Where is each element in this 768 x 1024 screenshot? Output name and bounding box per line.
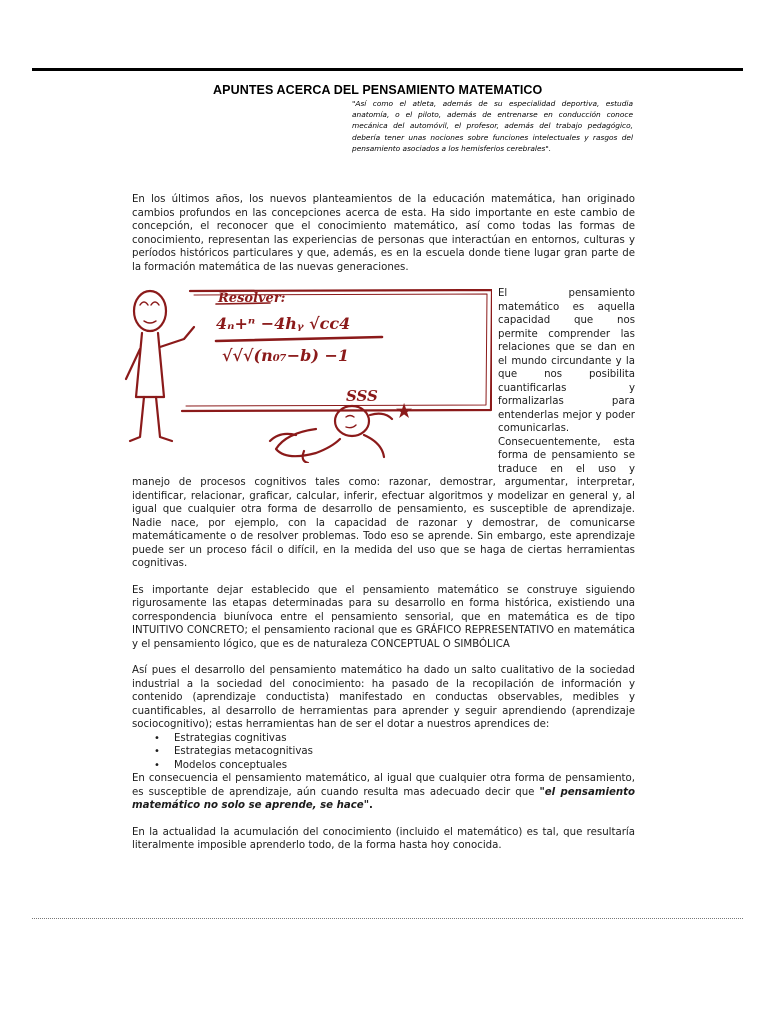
teacher-head (134, 291, 166, 331)
math-cartoon-figure (120, 289, 492, 463)
list-item (154, 759, 635, 773)
paragraph-intro: En los últimos años, los nuevos planteamientos de la educación matemática, han originado cambios profundos en las concepciones acerca de esta. Ha sido importante en este cambio de concepción, el reconocer que el conocimiento matemático, así como todas las formas de conocimiento, representan las experiencias de personas que interactúan en entornos, culturas y períodos históricos particulares y que, además, es en la escuela donde tiene lugar gran parte de la formación matemática de las nuevas generaciones. (132, 194, 635, 273)
math-cartoon-illustration (120, 289, 492, 463)
paragraph-definition (132, 287, 635, 571)
list-item-label: Estrategias cognitivas (174, 732, 287, 744)
formula-denominator: √√√(n₀₇−b) −1 (222, 346, 350, 365)
top-rule (32, 68, 743, 71)
list-item (154, 745, 635, 759)
bullet-icon: • (154, 746, 160, 757)
tool-list (154, 732, 635, 773)
page-title: APUNTES ACERCA DEL PENSAMIENTO MATEMATICO (213, 83, 543, 97)
teacher-arm (160, 327, 194, 347)
board-heading: Resolver: (218, 291, 286, 306)
bullet-icon: • (154, 732, 160, 744)
paragraph-knowledge: En la actualidad la acumulación del conocimiento (incluido el matemático) es tal, que resultaría literalmente imposible aprenderlo todo, de la forma hasta hoy conocida. (132, 826, 635, 851)
formula-numerator: 4ₙ+ⁿ −4hᵧ √cc4 (216, 314, 351, 333)
list-item-label: Estrategias metacognitivas (174, 746, 313, 757)
paragraph-definition-text: El pensamiento matemático es aquella capacidad que nos permite comprender las relaciones que se dan en el mundo circundante y la que nos posibilita cuantificarlas y formalizarlas para entenderlas mejor y poder comunicarlas. Consecuentemente, esta forma de pensamiento se traduce en el uso y manejo de procesos cognitivos tales como: razonar, demostrar, argumentar, interpretar, identificar, relacionar, graficar, calcular, inferir, efectuar algoritmos y modelizar en general y, al igual que cualquier otra forma de desarrollo de pensamiento, es susceptible de aprendizaje. Nadie nace, por ejemplo, con la capacidad de razonar y demostrar, de comunicarse matemáticamente o de resolver problemas. Todo eso se aprende. Sin embargo, este aprendizaje puede ser un proceso fácil o difícil, en la medida del uso que se haga de ciertas herramientas cognitivas. (132, 288, 635, 569)
conclusion-text: En consecuencia el pensamiento matemático, al igual que cualquier otra forma de pensamiento, es susceptible de aprendizaje, aún cuando resulta mas adecuado decir que (132, 773, 635, 798)
bottom-rule (32, 918, 743, 919)
epigraph-quote: "Así como el atleta, además de su especialidad deportiva, estudia anatomía, o el piloto, además de entrenarse en conducción conoce mecánica del automóvil, el profesor, además del trabajo pedagógico, debería tener unas nociones sobre funciones intelectuales y rasgos del pensamiento asociados a los hemisferios cerebrales". (352, 99, 633, 153)
conclusion-emphasis-bold: se hace (320, 800, 364, 811)
conclusion-emphasis: "el pensamiento matemático no solo se aprende, (132, 786, 635, 811)
teacher-body (136, 333, 164, 397)
sleep-marks: SSS (346, 387, 378, 405)
conclusion-end: ". (363, 800, 373, 811)
bullet-icon: • (154, 759, 160, 771)
document-body (132, 193, 635, 866)
list-item (154, 732, 635, 746)
paragraph-development: Así pues el desarrollo del pensamiento matemático ha dado un salto cualitativo de la sociedad industrial a la sociedad del conocimiento: ha pasado de la recopilación de información y contenido (aprendizaje conductista) manifestado en conductas observables, medibles y cuantificables, al desarrollo de herramientas para aprender y seguir aprendiendo (aprendizaje sociocognitivo); estas herramientas han de ser el dotar a nuestros aprendices de: (132, 665, 635, 730)
paragraph-stages: Es importante dejar establecido que el pensamiento matemático se construye siguiendo rigurosamente las etapas determinadas para su desarrollo en forma histórica, existiendo una correspondencia biunívoca entre el pensamiento sensorial, que en matemática es de tipo INTUITIVO CONCRETO; el pensamiento racional que es GRÁFICO REPRESENTATIVO en matemática y el pensamiento lógico, que es de naturaleza CONCEPTUAL O SIMBÓLICA (132, 584, 635, 650)
list-item-label: Modelos conceptuales (174, 759, 288, 771)
teacher-legs (130, 397, 172, 441)
paragraph-conclusion (132, 772, 635, 813)
star-icon: ★ (396, 401, 413, 422)
